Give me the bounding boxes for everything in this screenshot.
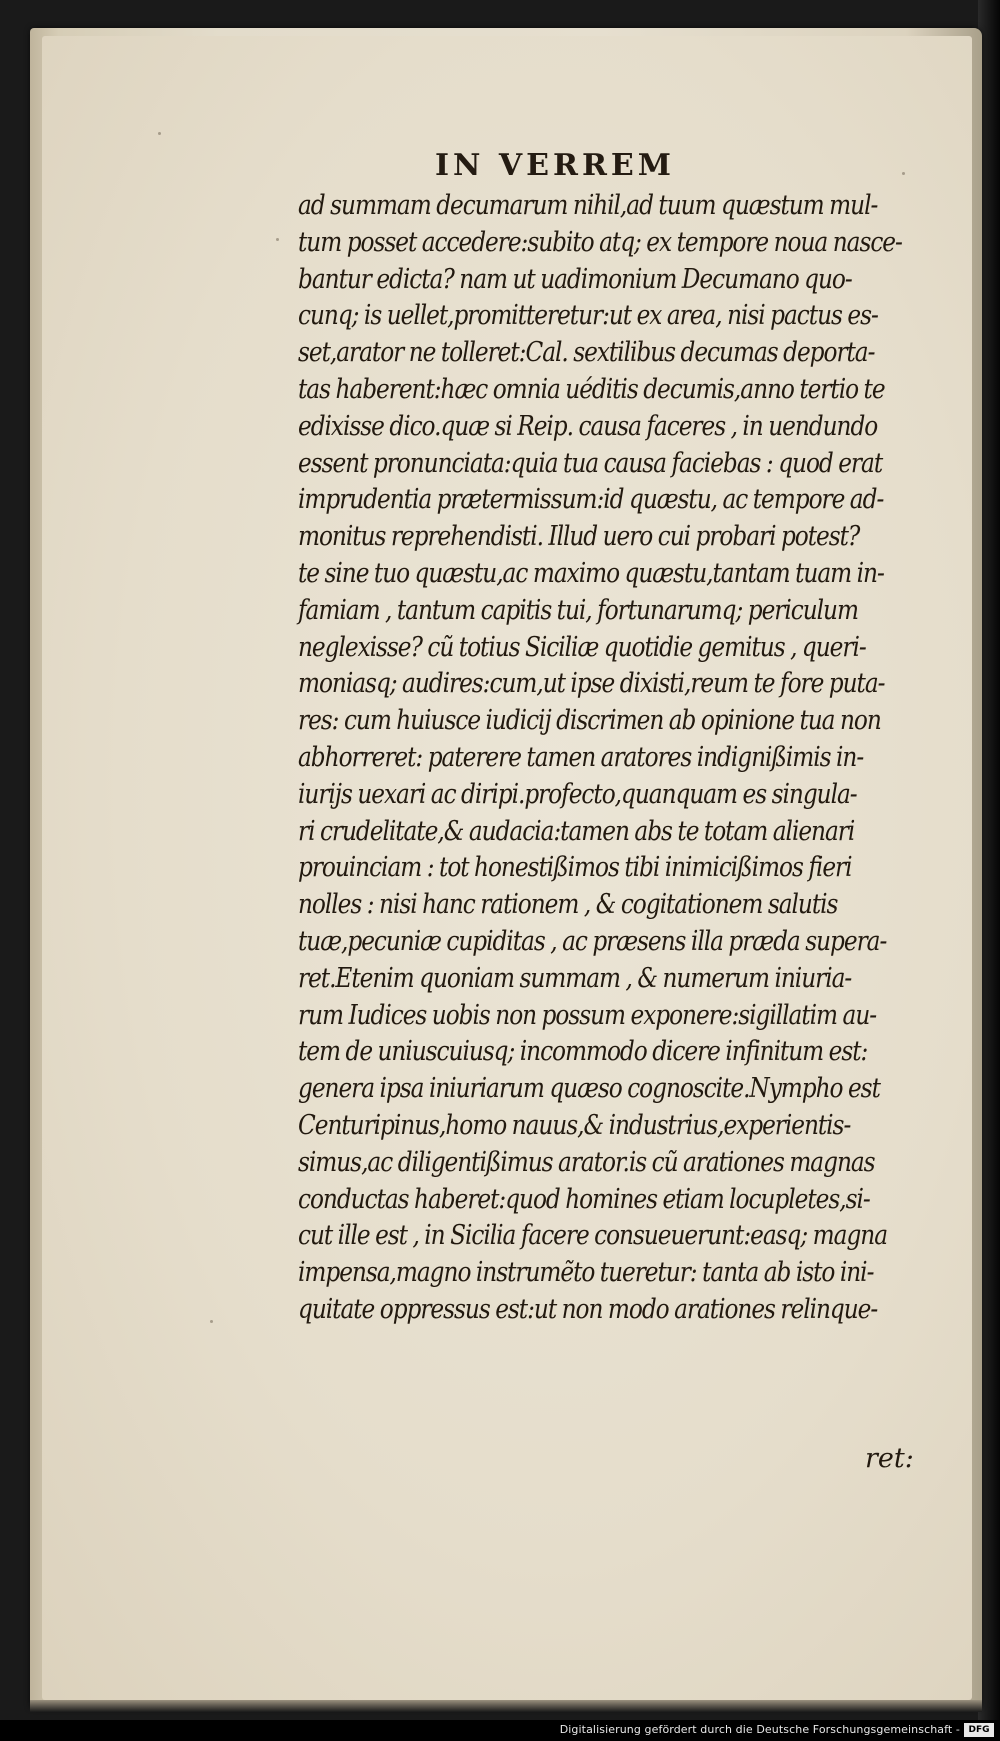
paper-speck: [158, 132, 161, 135]
footer-bar: [0, 1720, 1000, 1741]
text-line: edixisse dico.quæ si Reip. causa faceres , in uendundo: [298, 410, 878, 442]
text-line: res: cum huiusce iudicij discrimen ab opinione tua non: [298, 705, 881, 737]
text-line: Centuripinus,homo nauus,& industrius,experientis-: [298, 1109, 851, 1141]
text-line: ret.Etenim quoniam summam , & numerum iniuria-: [298, 962, 852, 994]
body-text: [298, 188, 963, 1329]
page-shadow: [30, 1700, 982, 1712]
text-line: tum posset accedere:subito atq; ex tempore noua nasce-: [298, 226, 902, 258]
text-line: famiam , tantum capitis tui, fortunarumq; periculum: [298, 594, 858, 626]
paper-speck: [276, 238, 279, 241]
text-line: moniasq; audires:cum,ut ipse dixisti,reum te fore puta-: [298, 668, 885, 700]
text-line: bantur edicta? nam ut uadimonium Decumano quo-: [298, 263, 852, 295]
text-line: tem de uniuscuiusq; incommodo dicere infinitum est:: [298, 1036, 868, 1068]
text-line: ad summam decumarum nihil,ad tuum quæstum mul-: [298, 190, 878, 221]
running-head: IN VERREM: [435, 148, 675, 183]
text-line: conductas haberet:quod homines etiam locupletes,si-: [298, 1183, 870, 1215]
dfg-logo-icon: DFG: [964, 1723, 994, 1737]
text-line: tuæ,pecuniæ cupiditas , ac præsens illa præda supera-: [298, 925, 887, 957]
text-line: ri crudelitate,& audacia:tamen abs te totam alienari: [298, 815, 855, 847]
text-line: set,arator ne tolleret:Cal. sextilibus decumas deporta-: [298, 337, 875, 369]
text-line: cut ille est , in Sicilia facere consueuerunt:easq; magna: [298, 1220, 888, 1252]
text-line: cunq; is uellet,promitteretur:ut ex area, nisi pactus es-: [298, 300, 878, 332]
text-line: imprudentia prætermissum:id quæstu, ac tempore ad-: [298, 484, 884, 516]
text-line: quitate oppressus est:ut non modo arationes relinque-: [298, 1293, 878, 1325]
text-line: te sine tuo quæstu,ac maximo quæstu,tantam tuam in-: [298, 557, 884, 589]
text-line: neglexisse? cũ totius Siciliæ quotidie gemitus , queri-: [298, 631, 866, 663]
catchword: ret:: [865, 1443, 914, 1474]
text-line: monitus reprehendisti. Illud uero cui probari potest?: [298, 521, 860, 553]
text-line: prouinciam : tot honestißimos tibi inimicißimos fieri: [298, 852, 852, 884]
text-line: tas haberent:hæc omnia uéditis decumis,anno tertio te: [298, 373, 885, 405]
text-line: nolles : nisi hanc rationem , & cogitationem salutis: [298, 889, 838, 921]
text-line: rum Iudices uobis non possum exponere:sigillatim au-: [298, 999, 877, 1031]
text-line: essent pronunciata:quia tua causa faciebas : quod erat: [298, 447, 883, 479]
text-line: iurijs uexari ac diripi.profecto,quanquam es singula-: [298, 778, 857, 810]
text-line: simus,ac diligentißimus arator.is cũ arationes magnas: [298, 1146, 875, 1178]
text-line: abhorreret: paterere tamen aratores indignißimis in-: [298, 741, 864, 773]
text-line: genera ipsa iniuriarum quæso cognoscite.Nympho est: [298, 1073, 880, 1105]
paper-speck: [210, 1320, 213, 1323]
digitization-credit: Digitalisierung gefördert durch die Deutsche Forschungsgemeinschaft -: [559, 1723, 960, 1736]
text-line: impensa,magno instrumẽto tueretur: tanta ab isto ini-: [298, 1257, 874, 1289]
